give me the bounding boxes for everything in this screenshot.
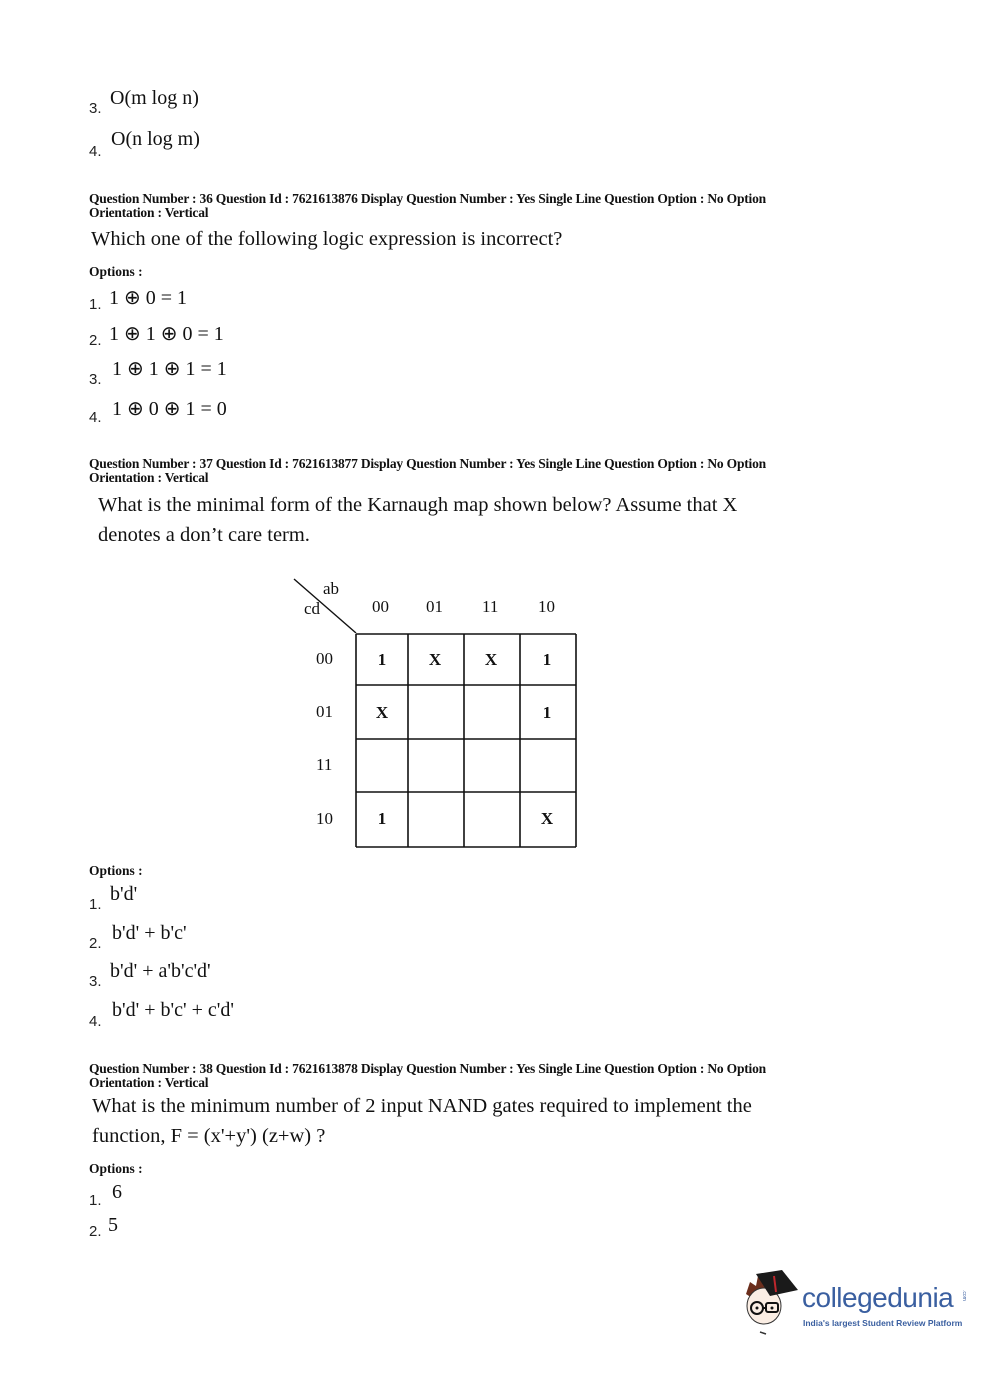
option-text: 1 ⊕ 0 = 1 [109,287,188,309]
kmap-cell [408,792,462,845]
question-meta [89,192,766,220]
kmap-cell [408,686,462,739]
question-text: Which one of the following logic expression is incorrect? [91,228,563,250]
option-text: O(n log m) [111,128,200,150]
option-text: O(m log n) [110,87,199,109]
kmap-col-header: 00 [372,597,389,616]
option-number: 1. [89,296,102,313]
kmap-cell [520,739,574,792]
kmap-cell [464,739,518,792]
kmap-cell [464,686,518,739]
options-label: Options : [89,863,143,878]
question-text-line-2: denotes a don’t care term. [98,524,310,546]
option-number: 4. [89,409,102,426]
collegedunia-logo [740,1268,980,1340]
option-text: b'd' + b'c' + c'd' [112,999,234,1021]
option-text: 6 [112,1181,122,1203]
question-text-line-2: function, F = (x'+y') (z+w) ? [92,1125,326,1147]
question-text-line-1: What is the minimal form of the Karnaugh map shown below? Assume that X [98,494,738,516]
karnaugh-map [290,575,590,855]
brand-name: collegedunia [802,1282,954,1313]
kmap-cell: X [484,649,498,669]
option-text: 1 ⊕ 0 ⊕ 1 = 0 [112,398,227,420]
kmap-cell: 1 [377,649,387,669]
kmap-col-variable: ab [323,579,340,598]
meta-line-2: Orientation : Vertical [89,470,209,485]
kmap-row-header: 11 [316,755,333,774]
options-label: Options : [89,264,143,279]
question-text-line-1: What is the minimum number of 2 input NAND gates required to implement the [92,1095,752,1117]
kmap-row-variable: cd [304,599,321,618]
option-number: 2. [89,935,102,952]
option-number: 3. [89,100,102,117]
kmap-cell: X [428,649,442,669]
question-meta [89,457,766,485]
meta-line-1: Question Number : 36 Question Id : 7621613876 Display Question Number : Yes Single Line Question Option : No Option [89,191,766,206]
options-label: Options : [89,1161,143,1176]
brand-tagline: India's largest Student Review Platform [803,1318,963,1328]
meta-line-2: Orientation : Vertical [89,205,209,220]
option-text: 1 ⊕ 1 ⊕ 0 = 1 [109,323,224,345]
kmap-cell: 1 [377,808,387,828]
option-number: 1. [89,896,102,913]
kmap-row-header: 00 [316,649,333,668]
meta-line-2: Orientation : Vertical [89,1075,209,1090]
option-number: 4. [89,1013,102,1030]
question-meta [89,1062,766,1090]
kmap-col-header: 10 [538,597,555,616]
option-number: 2. [89,1223,102,1240]
kmap-cell: 1 [542,649,552,669]
kmap-cell [355,739,409,792]
option-number: 1. [89,1192,102,1209]
option-text: b'd' + a'b'c'd' [110,960,211,982]
option-number: 4. [89,143,102,160]
kmap-cell [464,792,518,845]
option-text: b'd' + b'c' [112,922,187,944]
option-text: 1 ⊕ 1 ⊕ 1 = 1 [112,358,227,380]
kmap-col-header: 01 [426,597,443,616]
kmap-col-header: 11 [482,597,499,616]
kmap-cell: 1 [542,702,552,722]
mascot-icon [740,1268,802,1338]
kmap-row-header: 01 [316,702,333,721]
option-number: 3. [89,371,102,388]
meta-line-1: Question Number : 37 Question Id : 7621613877 Display Question Number : Yes Single Line Question Option : No Option [89,456,766,471]
option-number: 3. [89,973,102,990]
option-text: b'd' [110,883,138,905]
kmap-cell: X [540,808,554,828]
kmap-cell [408,739,462,792]
kmap-row-header: 10 [316,809,333,828]
option-number: 2. [89,332,102,349]
meta-line-1: Question Number : 38 Question Id : 7621613878 Display Question Number : Yes Single Line Question Option : No Option [89,1061,766,1076]
option-text: 5 [108,1214,118,1236]
brand-dotcom: .com [961,1290,967,1301]
kmap-cell: X [375,702,389,722]
